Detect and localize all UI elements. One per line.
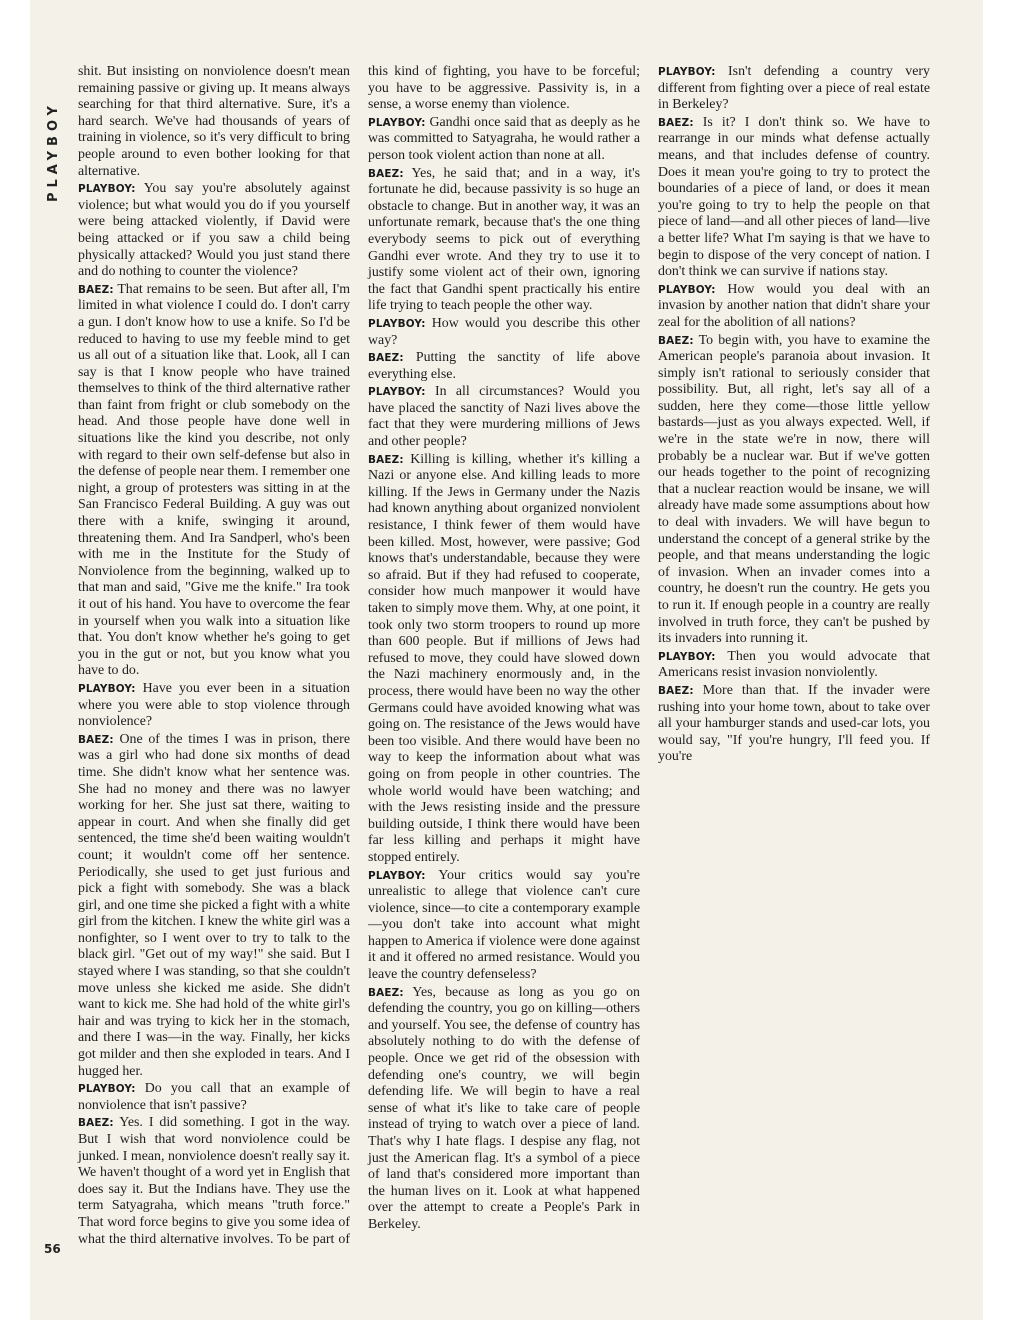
interview-paragraph bbox=[658, 683, 930, 766]
interview-paragraph bbox=[368, 868, 640, 984]
interview-paragraph bbox=[78, 732, 350, 1080]
speaker-label: BAEZ: bbox=[368, 453, 404, 466]
interview-paragraph bbox=[368, 384, 640, 450]
interview-paragraph bbox=[78, 181, 350, 281]
interview-paragraph bbox=[368, 115, 640, 165]
speaker-label: PLAYBOY: bbox=[78, 1083, 136, 1096]
paragraph-text: In all circumstances? Would you have placed the sanctity of Nazi lives above the fact that they were murdering millions of Jews and other people? bbox=[368, 384, 640, 450]
interview-paragraph bbox=[368, 166, 640, 315]
paragraph-text: Then you would advocate that Americans resist invasion nonviolently. bbox=[658, 648, 930, 681]
page-number: 56 bbox=[44, 1242, 61, 1256]
interview-paragraph bbox=[658, 333, 930, 648]
paragraph-text: Gandhi once said that as deeply as he was committed to Satyagraha, he would rather a person took violent action than none at all. bbox=[368, 114, 640, 163]
interview-paragraph bbox=[78, 64, 350, 180]
speaker-label: PLAYBOY: bbox=[78, 682, 136, 695]
speaker-label: PLAYBOY: bbox=[658, 650, 716, 663]
paragraph-text: Your critics would say you're unrealistic to allege that violence can't cure violence, since—to cite a contemporary example—you don't take into account what might happen to America if violence were done against it and it offered no armed resistance. Would you leave the country defenseless? bbox=[368, 867, 640, 983]
paragraph-text: How would you deal with an invasion by another nation that didn't share your zeal for the abolition of all nations? bbox=[658, 281, 930, 330]
paragraph-text: Killing is killing, whether it's killing a Nazi or anyone else. And killing leads to more killing. If the Jews in Germany under the Nazis had known anything about organized nonviolent resistance, I think fewer of them would have been killed. Most, however, were passive; God knows that's understandable, because they were so afraid. But if they had refused to cooperate, consider how much manpower it would have taken to simply move them. Why, at one point, it took only two storm troopers to round up more than 600 people. But if millions of Jews had refused to move, they could have slowed down the Nazi machinery enormously and, in the process, there would have been no way the other Germans could have avoided knowing what was going on. The resistance of the Jews would have been too visible. And there would have been no way to keep the information about what was going on from people in other countries. The whole world would have been watching; and with the Jews resisting inside and the pressure building outside, I think there would have been far less killing and perhaps it might have stopped entirely. bbox=[368, 451, 640, 865]
interview-paragraph bbox=[658, 649, 930, 682]
paragraph-text: More than that. If the invader were rushing into your home town, about to take over all your hamburger stands and used-car lots, you would say, "If you're hungry, I'll feed you. If you're bbox=[658, 682, 930, 765]
interview-paragraph bbox=[658, 115, 930, 281]
speaker-label: PLAYBOY: bbox=[368, 317, 426, 330]
speaker-label: PLAYBOY: bbox=[658, 283, 716, 296]
paragraph-text: To begin with, you have to examine the American people's paranoia about invasion. It simply isn't rational to seriously consider that possibility. But, all right, let's say all of a sudden, here they come—those little yellow bastards—just as you always expected. Well, if we're in the state we're in now, there will probably be a nuclear war. But if we've gotten our heads together to the point of recognizing that a nuclear reaction would be insane, we will already have made some assumptions about how to deal with invaders. We will have begun to understand the concept of a general strike by the people, and that means understanding the logic of invasion. When an invader comes into a country, he doesn't run the country. He gets you to run it. If enough people in a country are really involved in truth force, they can't be pushed by its invaders into running it. bbox=[658, 332, 930, 647]
interview-paragraph bbox=[658, 282, 930, 332]
interview-paragraph bbox=[368, 350, 640, 383]
paragraph-text: Yes, because as long as you go on defending the country, you go on killing—others and yourself. You see, the defense of country has absolutely nothing to do with the defense of people. Once we get rid of the obsession with defending one's country, we will begin defending life. We will begin to have a real sense of what it's like to take care of people instead of trying to watch over a piece of land. That's why I hate flags. I despise any flag, not just the American flag. It's a symbol of a piece of land that's considered more important than the human lives on it. Look at what happened over the attempt to create a People's Park in Berkeley. bbox=[368, 984, 640, 1232]
speaker-label: BAEZ: bbox=[78, 1117, 114, 1130]
speaker-label: BAEZ: bbox=[658, 334, 694, 347]
paragraph-text: Yes. I did something. I got in the way. But I wish that word nonviolence could be junked. I mean, nonviolence doesn't really say it. We haven't thought of a word yet in English that does say it. But the Indians have. They use the term Satyagraha, which means "truth force." That word force begins to give you some idea of what the third alternative involves. To be part of this kind of fighting, you have to be forceful; you have to be aggressive. Passivity is, in a sense, a worse enemy than violence. bbox=[78, 64, 640, 1247]
paragraph-text: You say you're absolutely against violence; but what would you do if you yourself were being attacked violently, if David were being attacked or if you saw a child being physically attacked? Would you just stand there and do nothing to counter the violence? bbox=[78, 181, 350, 280]
speaker-label: PLAYBOY: bbox=[368, 869, 426, 882]
speaker-label: BAEZ: bbox=[368, 352, 404, 365]
speaker-label: BAEZ: bbox=[658, 684, 694, 697]
magazine-page bbox=[30, 0, 983, 1320]
paragraph-text: Do you call that an example of nonviolence that isn't passive? bbox=[78, 1081, 350, 1113]
interview-paragraph bbox=[658, 64, 930, 114]
paragraph-text: Isn't defending a country very different from fighting over a piece of real estate in Berkeley? bbox=[658, 64, 930, 113]
paragraph-text: How would you describe this other way? bbox=[368, 315, 640, 348]
interview-paragraph bbox=[78, 282, 350, 680]
article-text bbox=[78, 64, 930, 1264]
interview-paragraph bbox=[368, 316, 640, 349]
paragraph-text: That remains to be seen. But after all, I'm limited in what violence I could do. I don't carry a gun. I don't know how to use a knife. So I'd be reduced to having to use my feeble mind to get us all out of a situation like that. Look, all I can say is that I know people who have trained themselves to think of the third alternative rather than faint from fright or club somebody on the head. And those people have done well in situations like the kind you describe, not only with regard to their own self-defense but also in the defense of people near them. I remember one night, a group of protesters was sitting in at the San Francisco Federal Building. A guy was out there with a knife, swinging it around, threatening them. And Ira Sandperl, who's been with me in the Institute for the Study of Nonviolence from the beginning, walked up to that man and said, "Give me the knife." Ira took it out of his hand. You have to overcome the fear in yourself when you walk into a situation like that. You don't know whether he's going to get you in the gut or not, but you know what you have to do. bbox=[78, 281, 351, 679]
paragraph-text: shit. But insisting on nonviolence doesn't mean remaining passive or giving up. It means always searching for that third alternative. Sure, it's a hard search. We've had thousands of years of training in violence, so it's very difficult to bring people around to even bother looking for that alternative. bbox=[78, 64, 350, 179]
paragraph-text: One of the times I was in prison, there was a girl who had done six months of dead time. She didn't know what her sentence was. She had no money and there was no lawyer working for her. She just sat there, waiting to appear in court. And when she finally did get sentenced, the time she'd been waiting wouldn't count; it wouldn't come off her sentence. Periodically, she used to get just furious and pick a fight with somebody. She was a black girl, and one time she picked a fight with a white girl from the kitchen. I knew the white girl was a nonfighter, so I went over to try to talk to the black girl. "Get out of my way!" she said. But I stayed where I was standing, so that she couldn't move unless she kicked me aside. She didn't want to kick me. She had hold of the white girl's hair and was trying to kick her in the stomach, and there I was—in the way. Finally, her kicks got milder and then she exploded in tears. And I hugged her. bbox=[78, 731, 350, 1079]
paragraph-text: Putting the sanctity of life above everything else. bbox=[368, 350, 640, 382]
speaker-label: BAEZ: bbox=[78, 283, 114, 296]
speaker-label: PLAYBOY: bbox=[78, 183, 136, 196]
paragraph-text: Have you ever been in a situation where you were able to stop violence through nonviolence? bbox=[78, 680, 350, 730]
speaker-label: BAEZ: bbox=[78, 733, 114, 746]
speaker-label: PLAYBOY: bbox=[368, 116, 426, 129]
interview-paragraph bbox=[78, 1081, 350, 1114]
paragraph-text: Is it? I don't think so. We have to rearrange in our minds what defense actually means, and that includes defense of country. Does it mean you're going to try to protect the boundaries of a piece of land, or does it mean you're going to try to help the people on that piece of land—and all other pieces of land—live a better life? What I'm saying is that we have to begin to dispose of the very concept of nation. I don't think we can survive if nations stay. bbox=[658, 114, 930, 280]
interview-paragraph bbox=[368, 985, 640, 1234]
speaker-label: BAEZ: bbox=[368, 986, 404, 999]
speaker-label: PLAYBOY: bbox=[368, 386, 426, 399]
magazine-name: PLAYBOY bbox=[46, 101, 61, 203]
paragraph-text: Yes, he said that; and in a way, it's fortunate he did, because passivity is so huge an obstacle to change. But in another way, it was an unfortunate remark, because that's the one thing everybody seems to pick out of everything Gandhi ever wrote. And they try to use it to justify some violent act of their own, ignoring the fact that Gandhi spent practically his entire life trying to teach people the other way. bbox=[368, 165, 640, 314]
speaker-label: BAEZ: bbox=[368, 167, 404, 180]
speaker-label: PLAYBOY: bbox=[658, 66, 716, 78]
interview-paragraph bbox=[368, 452, 640, 867]
speaker-label: BAEZ: bbox=[658, 116, 694, 129]
interview-paragraph bbox=[78, 681, 350, 731]
